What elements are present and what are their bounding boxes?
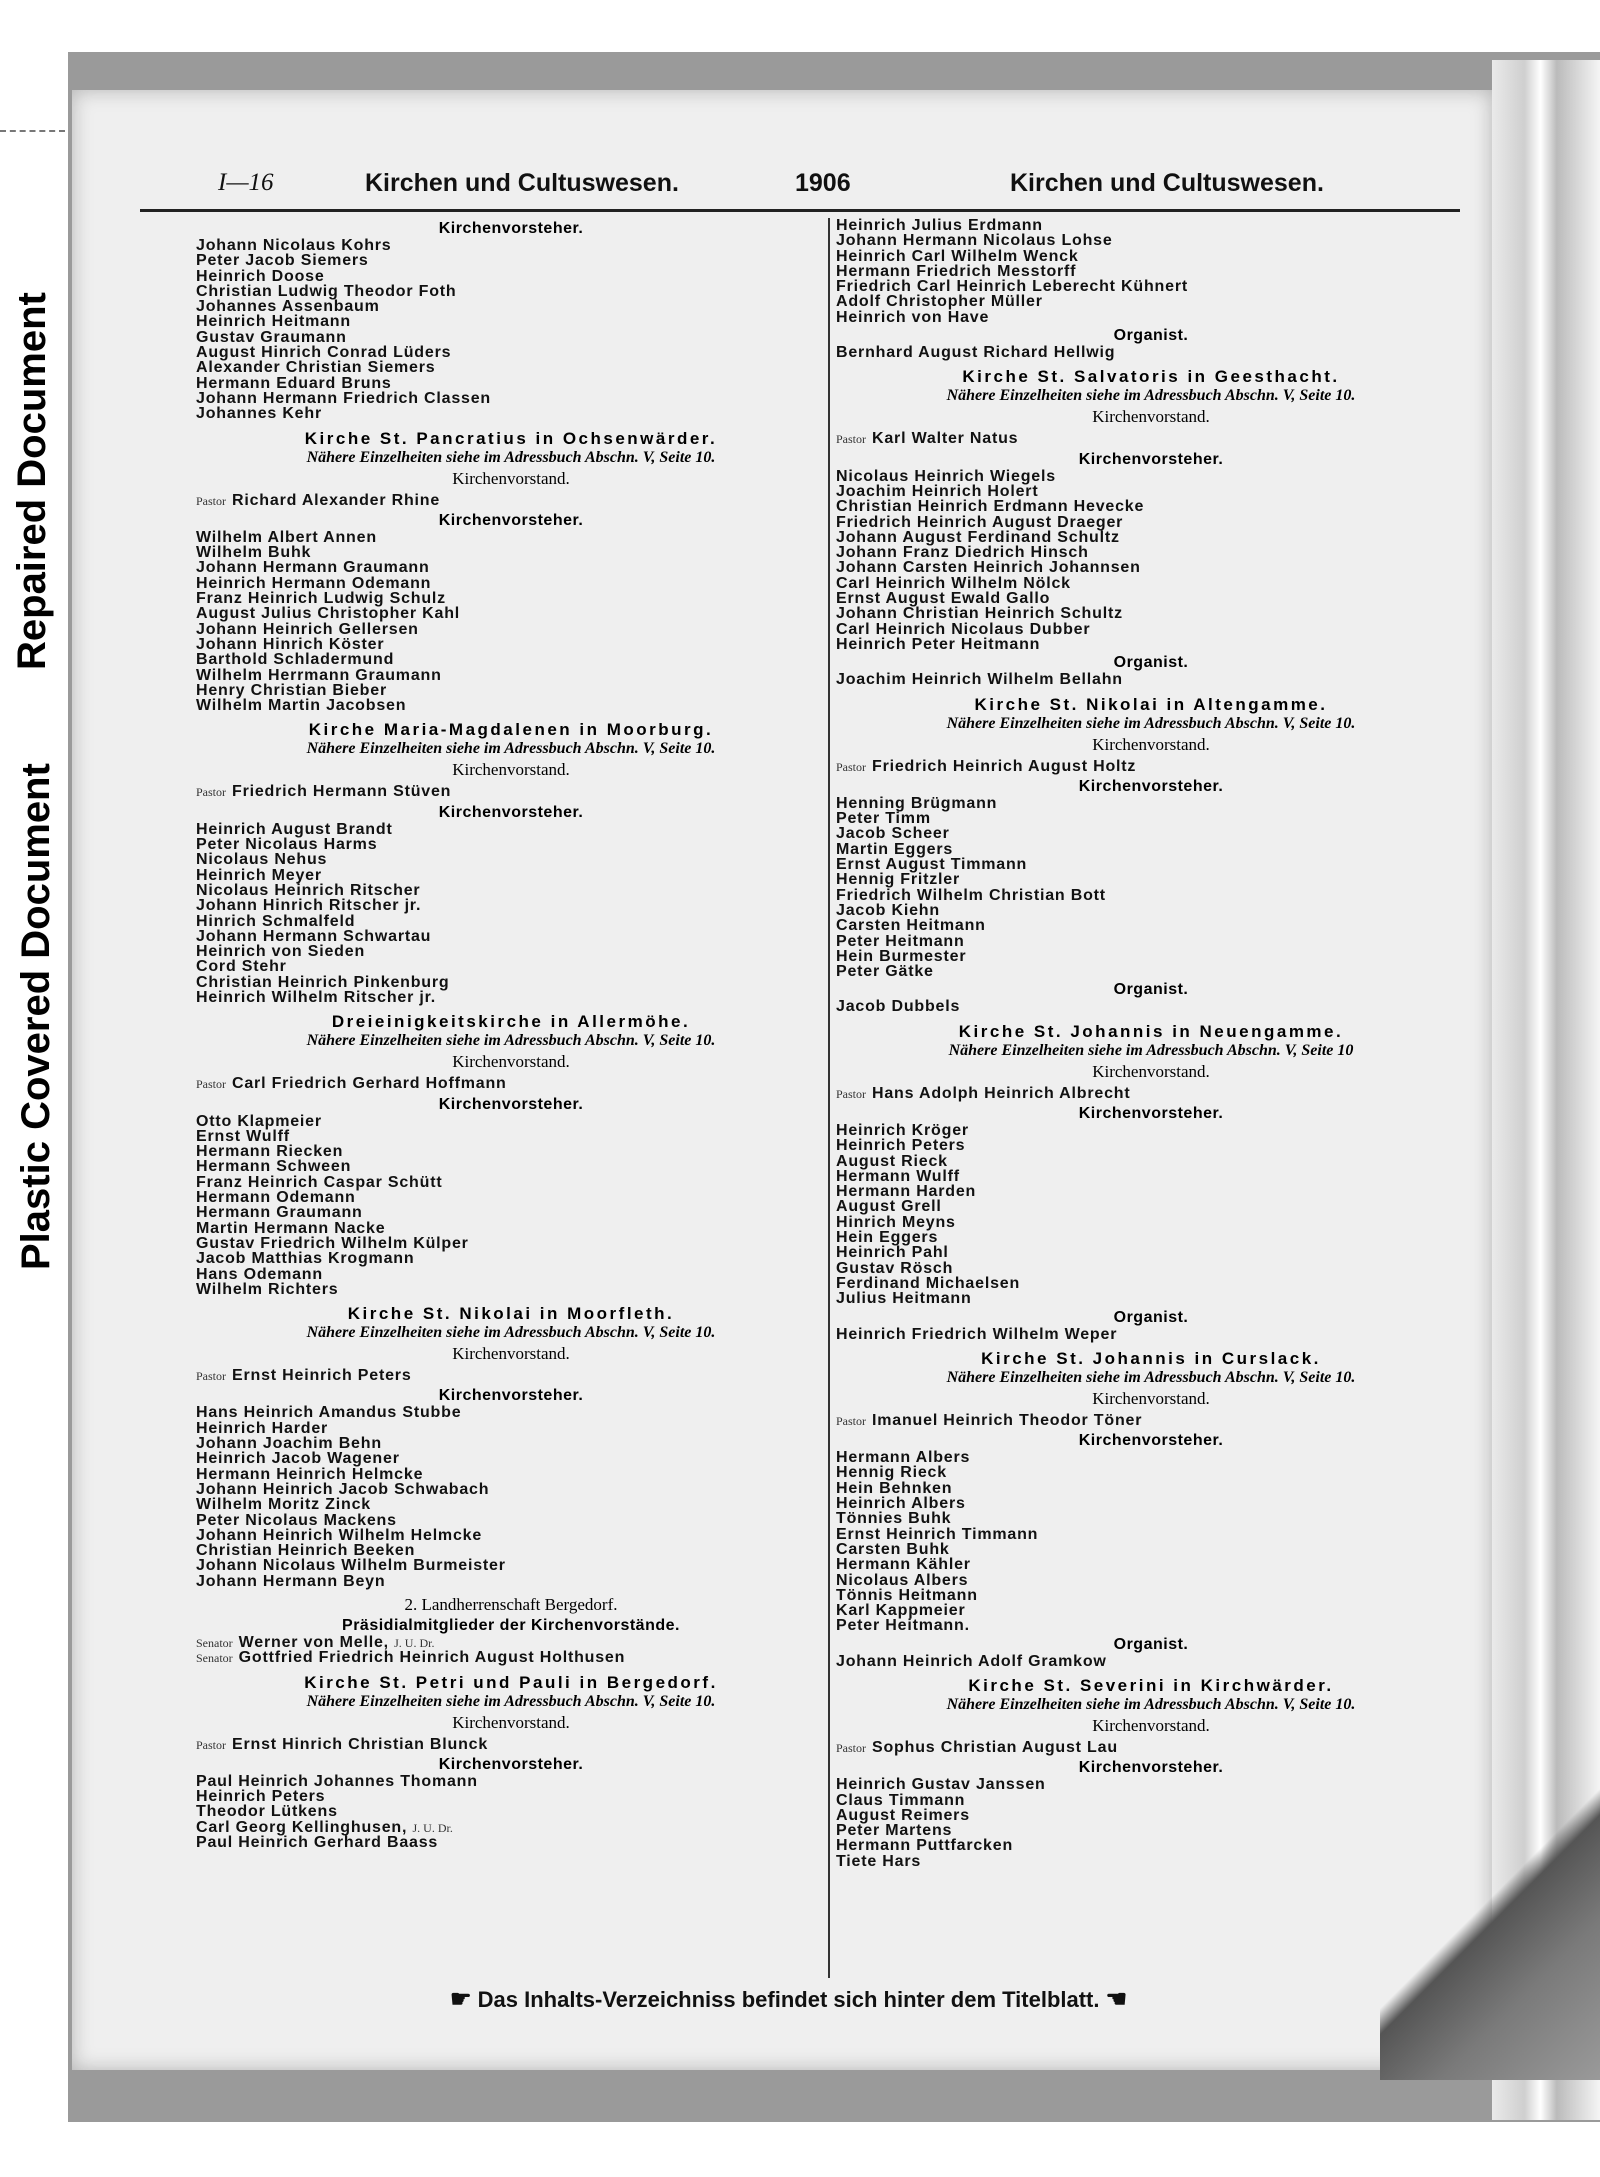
list-item: Hein Behnken [836,1479,953,1497]
organist-name: Joachim Heinrich Wilhelm Bellahn [836,671,1123,689]
name-list [836,796,1466,980]
list-item: Friedrich Carl Heinrich Leberecht Kühnert [836,278,1188,296]
list-item: Heinrich Gustav Janssen [836,1776,1046,1794]
list-item: Peter Gätke [836,963,934,981]
list-item: August Julius Christopher Kahl [196,605,461,623]
list-item: Hans Heinrich Amandus Stubbe [196,1404,462,1422]
list-item: Heinrich Julius Erdmann [836,217,1043,234]
list-item: Hermann Odemann [196,1189,356,1207]
list-item: Johann Hermann Beyn [196,1572,386,1590]
name-list [196,822,826,1006]
pastor-name: Carl Friedrich Gerhard Hoffmann [232,1075,507,1093]
section-heading: Organist. [1113,1635,1189,1653]
list-item: Heinrich Pahl [836,1244,949,1262]
list-item: Gustav Graumann [196,328,347,346]
section-heading: Kirchenvorsteher. [438,220,584,237]
list-item: Johann Hermann Graumann [196,559,430,577]
organist-name: Johann Heinrich Adolf Gramkow [836,1652,1107,1670]
list-item: Johann Franz Diedrich Hinsch [836,544,1089,562]
header-left-title: Kirchen und Cultuswesen. [365,169,679,197]
list-item: Adolf Christopher Müller [836,293,1043,311]
reference-note: Nähere Einzelheiten siehe im Adressbuch Abschn. V, Seite 10. [946,387,1356,405]
list-item: Heinrich Peters [196,1788,326,1806]
list-item: Martin Eggers [836,840,954,858]
degree-suffix: J. U. Dr. [412,1820,453,1835]
pastor-label: Pastor [196,1077,226,1092]
footer-notice [450,1985,1250,2014]
section-heading: Kirchenvorsteher. [438,1387,584,1405]
reference-note: Nähere Einzelheiten siehe im Adressbuch Abschn. V, Seite 10. [306,1692,716,1710]
name-list [836,1123,1466,1307]
list-item: Cord Stehr [196,958,287,976]
list-item: Heinrich Doose [196,267,325,285]
list-item: Heinrich von Have [836,308,990,326]
list-item: Hennig Rieck [836,1464,947,1482]
list-item: Johann Hermann Friedrich Classen [196,389,492,407]
list-item: Gustav Rösch [836,1259,954,1277]
list-item: Heinrich Wilhelm Ritscher jr. [196,988,437,1006]
list-item: Heinrich Peters [836,1137,966,1155]
list-item: Johann Carsten Heinrich Johannsen [836,559,1141,577]
organist-name: Jacob Dubbels [836,998,961,1016]
list-item: Johann Nicolaus Wilhelm Burmeister [196,1557,506,1575]
reference-note: Nähere Einzelheiten siehe im Adressbuch Abschn. V, Seite 10. [306,740,716,758]
list-item: Johann Christian Heinrich Schultz [836,605,1123,623]
pastor-name: Imanuel Heinrich Theodor Töner [872,1411,1143,1429]
list-item: Martin Hermann Nacke [196,1219,386,1237]
name-list [836,218,1466,325]
list-item: Christian Heinrich Erdmann Hevecke [836,498,1145,516]
repaired-document-label: Repaired Document [10,292,54,670]
reference-note: Nähere Einzelheiten siehe im Adressbuch Abschn. V, Seite 10. [306,1324,716,1342]
section-heading: Kirchenvorsteher. [1078,1104,1224,1122]
pastor-line [836,1413,1466,1428]
list-item: Tiete Hars [836,1852,922,1870]
list-item: Wilhelm Albert Annen [196,528,377,546]
list-item: Friedrich Wilhelm Christian Bott [836,886,1106,904]
list-item: Heinrich Meyer [196,866,322,884]
pastor-name: Friedrich Heinrich August Holtz [872,757,1137,775]
list-item: Heinrich Jacob Wagener [196,1450,400,1468]
church-heading: Kirche St. Nikolai in Moorfleth. [347,1304,675,1324]
list-item: Hinrich Meyns [836,1213,956,1231]
list-item: Hermann Eduard Bruns [196,374,392,392]
church-heading: Kirche St. Nikolai in Altengamme. [974,694,1328,714]
list-item: Hein Burmester [836,947,967,965]
section-heading: Präsidialmitglieder der Kirchenvorstände. [342,1617,680,1634]
reference-note: Nähere Einzelheiten siehe im Adressbuch Abschn. V, Seite 10. [306,448,716,466]
list-item: Carsten Buhk [836,1540,950,1558]
section-heading: Kirchenvorstand. [1092,1061,1210,1081]
pastor-line [196,1368,826,1383]
list-item: Jacob Matthias Krogmann [196,1250,415,1268]
page-header [140,165,1460,212]
senator-name: Gottfried Friedrich Heinrich August Holthusen [238,1649,626,1667]
church-heading: Kirche St. Johannis in Curslack. [981,1348,1321,1368]
section-heading: Kirchenvorsteher. [438,803,584,821]
list-item: Carl Heinrich Wilhelm Nölck [836,574,1071,592]
list-item: Johann Heinrich Gellersen [196,620,419,638]
list-item: August Rieck [836,1152,948,1170]
section-heading: Kirchenvorsteher. [1078,1759,1224,1777]
list-item: Wilhelm Buhk [196,544,312,562]
list-item: Hermann Albers [836,1449,971,1467]
section-heading: Kirchenvorstand. [1092,1716,1210,1735]
list-item: Henning Brügmann [836,794,998,812]
section-heading: Kirchenvorsteher. [1078,450,1224,468]
list-item: Peter Nicolaus Harms [196,836,378,854]
list-item: Hans Odemann [196,1265,323,1283]
list-item: Johann Hinrich Köster [196,635,385,653]
name-list [836,469,1466,653]
list-item: Ernst Heinrich Timmann [836,1525,1039,1543]
list-item: Heinrich Kröger [836,1121,969,1139]
list-item: Wilhelm Moritz Zinck [196,1496,371,1514]
organist-name: Bernhard August Richard Hellwig [836,344,1116,362]
list-item: Heinrich Hermann Odemann [196,574,432,592]
section-heading: Kirchenvorstand. [452,760,570,780]
section-heading: Kirchenvorstand. [452,468,570,488]
list-item: Hinrich Schmalfeld [196,912,356,930]
section-heading: Organist. [1113,654,1189,672]
list-item: Peter Timm [836,810,931,828]
church-heading: Kirche Maria-Magdalenen in Moorburg. [308,720,714,740]
pastor-name: Ernst Hinrich Christian Blunck [232,1735,489,1753]
list-item: Franz Heinrich Caspar Schütt [196,1173,443,1191]
church-heading: Kirche St. Johannis in Neuengamme. [958,1021,1344,1041]
list-item: Christian Heinrich Beeken [196,1542,416,1560]
reference-note: Nähere Einzelheiten siehe im Adressbuch Abschn. V, Seite 10. [306,1032,716,1050]
senator-name: Werner von Melle, [238,1634,389,1651]
list-item: Claus Timmann [836,1791,966,1809]
senator-label: Senator [196,1651,233,1666]
list-item: Tönnis Heitmann [836,1586,978,1604]
list-item: Hermann Riecken [196,1143,344,1161]
reference-note: Nähere Einzelheiten siehe im Adressbuch Abschn. V, Seite 10. [946,1696,1356,1713]
pastor-line [836,1086,1466,1101]
pastor-line [196,1737,826,1752]
list-item: Theodor Lütkens [196,1803,338,1821]
header-right-title: Kirchen und Cultuswesen. [1010,169,1324,197]
list-item: Hermann Harden [836,1183,977,1201]
list-item: Johann Hermann Nicolaus Lohse [836,232,1113,250]
list-item: Alexander Christian Siemers [196,359,436,377]
section-heading: Organist. [1113,327,1189,345]
degree-suffix: J. U. Dr. [394,1636,435,1650]
list-item: Hermann Friedrich Messtorff [836,262,1077,280]
pastor-label: Pastor [836,1413,866,1428]
list-item: Nicolaus Heinrich Ritscher [196,881,421,899]
pastor-name: Sophus Christian August Lau [872,1739,1118,1756]
list-item: Julius Heitmann [836,1290,972,1308]
list-item: August Grell [836,1198,942,1216]
list-item: Wilhelm Richters [196,1280,339,1298]
pastor-name: Friedrich Hermann Stüven [232,783,452,801]
header-year: 1906 [795,169,851,197]
pastor-label: Pastor [196,493,226,508]
list-item: Peter Heitmann. [836,1617,970,1635]
name-list [196,530,826,714]
list-item: Karl Kappmeier [836,1602,966,1620]
church-heading: Kirche St. Severini in Kirchwärder. [968,1676,1334,1695]
list-item: Johann Heinrich Wilhelm Helmcke [196,1526,483,1544]
right-column [836,218,1466,1869]
list-item: Heinrich Heitmann [196,313,351,331]
list-item: Hermann Kähler [836,1556,971,1574]
church-heading: Kirche St. Pancratius in Ochsenwärder. [304,428,718,448]
pastor-line [836,759,1466,774]
pastor-label: Pastor [196,1737,226,1752]
list-item: Johann Hinrich Ritscher jr. [196,897,422,915]
section-heading: Kirchenvorstand. [1092,407,1210,427]
list-item: Gustav Friedrich Wilhelm Külper [196,1234,469,1252]
list-item: Carl Heinrich Nicolaus Dubber [836,620,1091,638]
list-item: Ernst August Ewald Gallo [836,590,1051,608]
section-heading: Organist. [1113,1308,1189,1326]
church-heading: Dreieinigkeitskirche in Allermöhe. [331,1012,691,1032]
name-list [836,1777,1466,1869]
name-list [196,1774,826,1820]
pastor-name: Karl Walter Natus [872,430,1019,448]
left-column [196,218,826,1850]
section-heading: Kirchenvorstand. [452,1344,570,1364]
list-item: Ferdinand Michaelsen [836,1274,1021,1292]
pastor-label: Pastor [836,432,866,447]
list-item: Wilhelm Martin Jacobsen [196,697,407,715]
section-heading: Kirchenvorstand. [452,1052,570,1072]
pastor-line [196,493,826,508]
pastor-label: Pastor [196,1369,226,1384]
senator-line [196,1635,826,1650]
list-item: Heinrich August Brandt [196,820,393,838]
list-item: Friedrich Heinrich August Draeger [836,513,1124,531]
name-list [196,238,826,422]
list-item: Heinrich Carl Wilhelm Wenck [836,247,1079,265]
list-item: Johann Heinrich Jacob Schwabach [196,1480,490,1498]
church-heading: Kirche St. Salvatoris in Geesthacht. [962,367,1340,387]
list-item: Otto Klapmeier [196,1112,322,1130]
list-item: August Hinrich Conrad Lüders [196,344,452,362]
list-item: Johann Hermann Schwartau [196,927,432,945]
list-item: Hermann Wulff [836,1167,960,1185]
pastor-name: Ernst Heinrich Peters [232,1367,412,1385]
list-item: Christian Heinrich Pinkenburg [196,973,450,991]
list-item: August Reimers [836,1806,970,1824]
list-item: Franz Heinrich Ludwig Schulz [196,590,446,608]
list-item: Jacob Scheer [836,825,950,843]
list-item: Heinrich Albers [836,1495,966,1513]
list-item: Nicolaus Albers [836,1571,969,1589]
pastor-line [196,784,826,799]
page-number: I—16 [218,169,274,196]
section-heading: Kirchenvorstand. [452,1712,570,1732]
section-heading: Kirchenvorsteher. [1078,1432,1224,1450]
section-heading: Kirchenvorsteher. [438,511,584,529]
list-item: Peter Nicolaus Mackens [196,1511,397,1529]
senator-line [196,1650,826,1665]
list-item: Peter Martens [836,1822,953,1840]
pastor-label: Pastor [836,759,866,774]
pointing-hand-right-icon: ☛ [450,1986,472,2013]
list-item: Peter Jacob Siemers [196,252,369,270]
pointing-hand-left-icon: ☚ [1105,1986,1128,2013]
list-item: Hermann Schween [196,1158,352,1176]
organist-name: Heinrich Friedrich Wilhelm Weper [836,1325,1118,1343]
pastor-label: Pastor [836,1086,866,1101]
list-item: Heinrich Peter Heitmann [836,635,1041,653]
list-item: Heinrich von Sieden [196,943,366,961]
list-item: Jacob Kiehn [836,901,940,919]
pastor-line [836,431,1466,446]
section-heading: Organist. [1113,981,1189,999]
column-divider [828,218,830,1978]
list-item: Hermann Graumann [196,1204,363,1222]
pastor-label: Pastor [836,1741,866,1755]
list-item: Johannes Kehr [196,405,322,423]
section-heading: Kirchenvorstand. [1092,1388,1210,1408]
list-item: Johannes Assenbaum [196,298,380,316]
list-item: Johann Joachim Behn [196,1435,382,1453]
dashed-marks [0,130,65,132]
list-item: Johann Nicolaus Kohrs [196,237,392,254]
list-item: Paul Heinrich Johannes Thomann [196,1772,478,1790]
name-list [196,1405,826,1589]
list-item: Hermann Heinrich Helmcke [196,1465,424,1483]
pastor-name: Hans Adolph Heinrich Albrecht [872,1084,1131,1102]
list-item: Nicolaus Heinrich Wiegels [836,467,1056,485]
name-list [196,1114,826,1298]
sidebar [0,0,70,2177]
district-heading: 2. Landherrenschaft Bergedorf. [404,1595,618,1614]
pastor-line [836,1740,1466,1755]
list-item: Wilhelm Herrmann Graumann [196,666,442,684]
list-item: Hein Eggers [836,1229,939,1247]
person-name: Carl Georg Kellinghusen, [196,1818,408,1836]
list-item: Johann August Ferdinand Schultz [836,528,1120,546]
pastor-name: Richard Alexander Rhine [232,491,441,509]
reference-note: Nähere Einzelheiten siehe im Adressbuch Abschn. V, Seite 10 [948,1041,1354,1059]
reference-note: Nähere Einzelheiten siehe im Adressbuch Abschn. V, Seite 10. [946,1368,1356,1386]
senator-label: Senator [196,1636,233,1650]
section-heading: Kirchenvorsteher. [1078,777,1224,795]
list-item: Ernst August Timmann [836,856,1028,874]
list-item: Carsten Heitmann [836,917,986,935]
list-item: Nicolaus Nehus [196,851,328,869]
list-item: Ernst Wulff [196,1127,290,1145]
list-item: Heinrich Harder [196,1419,329,1437]
reference-note: Nähere Einzelheiten siehe im Adressbuch Abschn. V, Seite 10. [946,714,1356,732]
list-item: Henry Christian Bieber [196,681,387,699]
list-item: Hermann Puttfarcken [836,1837,1014,1855]
footer-text: Das Inhalts-Verzeichniss befindet sich hinter dem Titelblatt. [477,1987,1100,2012]
name-list [836,1450,1466,1634]
list-item: Peter Heitmann [836,932,965,950]
pastor-line [196,1076,826,1091]
pastor-label: Pastor [196,785,226,800]
list-item: Hennig Fritzler [836,871,961,889]
list-item: Barthold Schladermund [196,651,395,669]
section-heading: Kirchenvorsteher. [438,1755,584,1773]
list-item: Tönnies Buhk [836,1510,952,1528]
church-heading: Kirche St. Petri und Pauli in Bergedorf. [304,1672,718,1692]
list-item: Paul Heinrich Gerhard Baass [196,1834,439,1852]
list-item [196,1820,826,1835]
list-item: Christian Ludwig Theodor Foth [196,282,457,300]
list-item: Joachim Heinrich Holert [836,482,1039,500]
section-heading: Kirchenvorsteher. [438,1095,584,1113]
section-heading: Kirchenvorstand. [1092,734,1210,754]
plastic-covered-document-label: Plastic Covered Document [14,763,58,1270]
